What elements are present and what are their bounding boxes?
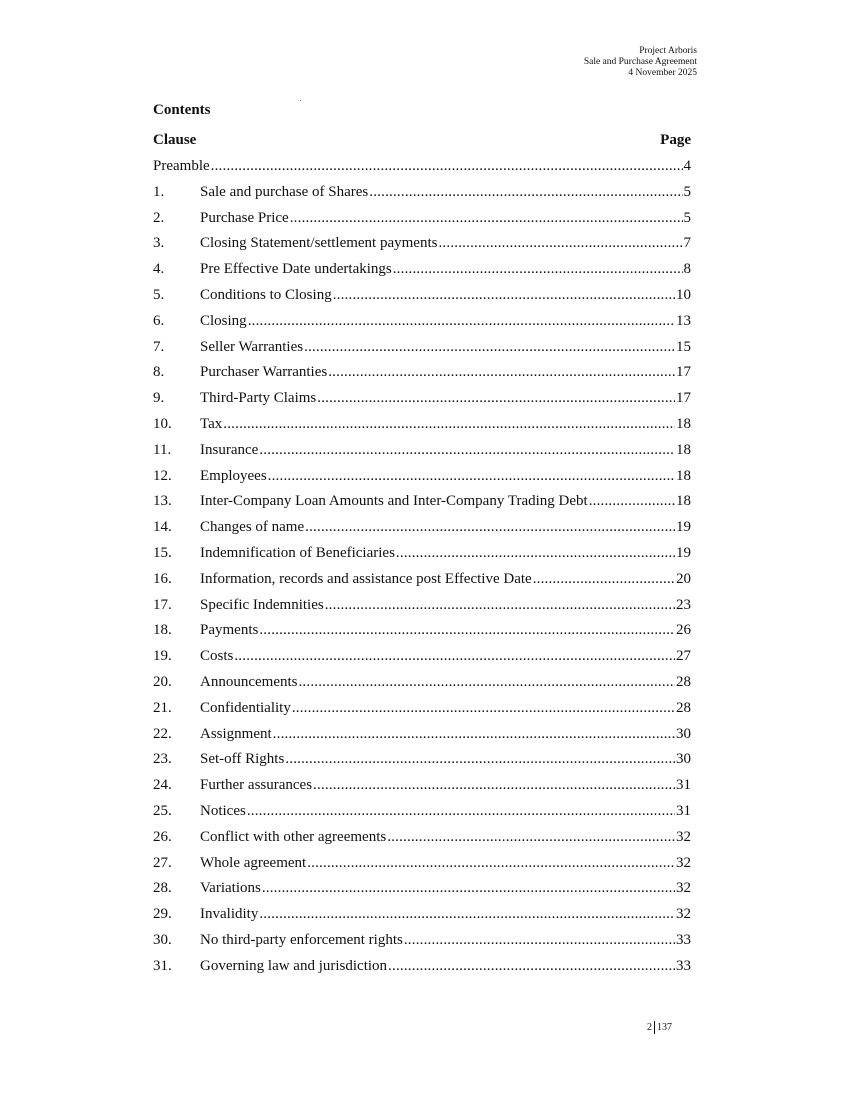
toc-entry-page: 30 bbox=[676, 751, 691, 768]
toc-entry[interactable] bbox=[153, 571, 691, 597]
toc-entry-number: 13. bbox=[153, 493, 172, 510]
toc-entry-number: 26. bbox=[153, 828, 172, 845]
toc-entry-number: 18. bbox=[153, 622, 172, 639]
dot-leader bbox=[298, 674, 675, 691]
page-separator bbox=[654, 1021, 655, 1034]
toc-entry-title: Inter-Company Loan Amounts and Inter-Company Trading Debt bbox=[200, 493, 588, 510]
toc-entry-page: 7 bbox=[683, 235, 691, 252]
toc-entry-page: 19 bbox=[676, 519, 691, 536]
toc-entry-title: Costs bbox=[200, 648, 234, 665]
toc-entry-title: Pre Effective Date undertakings bbox=[200, 261, 392, 278]
dot-leader bbox=[247, 803, 675, 820]
dot-leader bbox=[223, 416, 675, 433]
toc-entry-number: 9. bbox=[153, 390, 165, 407]
toc-entry-page: 17 bbox=[676, 390, 691, 407]
toc-entry-page: 18 bbox=[676, 441, 691, 458]
toc-entry-title: Specific Indemnities bbox=[200, 596, 324, 613]
toc-entry-number: 3. bbox=[153, 235, 165, 252]
toc-entry-page: 5 bbox=[683, 209, 691, 226]
toc-entry-number: 21. bbox=[153, 699, 172, 716]
dot-leader bbox=[328, 364, 675, 381]
dot-leader bbox=[387, 829, 675, 846]
dot-leader bbox=[285, 751, 675, 768]
table-of-contents bbox=[153, 158, 691, 984]
toc-entry-title: Assignment bbox=[200, 725, 272, 742]
toc-entry-title: Closing bbox=[200, 312, 247, 329]
toc-entry[interactable] bbox=[153, 184, 691, 210]
toc-entry-title: Tax bbox=[200, 415, 223, 432]
toc-entry[interactable] bbox=[153, 261, 691, 287]
toc-entry-page: 4 bbox=[683, 158, 691, 174]
toc-entry-page: 5 bbox=[683, 183, 691, 200]
toc-entry[interactable] bbox=[153, 442, 691, 468]
dot-leader bbox=[404, 932, 675, 949]
toc-entry-title: Set-off Rights bbox=[200, 751, 285, 768]
total-pages: 137 bbox=[657, 1022, 672, 1033]
document-header bbox=[584, 46, 697, 79]
toc-entry-title: Closing Statement/settlement payments bbox=[200, 235, 438, 252]
toc-entry-number: 24. bbox=[153, 777, 172, 794]
dot-leader bbox=[234, 648, 675, 665]
toc-entry-number: 17. bbox=[153, 596, 172, 613]
dot-leader bbox=[438, 235, 682, 252]
toc-entry-number: 15. bbox=[153, 544, 172, 561]
clause-column-heading: Clause bbox=[153, 132, 197, 148]
page-title: Contents bbox=[153, 102, 211, 118]
toc-entry[interactable] bbox=[153, 339, 691, 365]
dot-leader bbox=[589, 493, 675, 510]
dot-leader bbox=[259, 622, 675, 639]
current-page-number: 2 bbox=[647, 1022, 652, 1033]
toc-entry-title: Indemnification of Beneficiaries bbox=[200, 544, 395, 561]
toc-entry-title: Confidentiality bbox=[200, 699, 291, 716]
toc-entry[interactable] bbox=[153, 313, 691, 339]
dot-leader bbox=[393, 261, 683, 278]
toc-entry-page: 33 bbox=[676, 931, 691, 948]
toc-entry-title: Whole agreement bbox=[200, 854, 307, 871]
toc-entry[interactable] bbox=[153, 416, 691, 442]
dot-leader bbox=[388, 958, 675, 975]
toc-entry-page: 31 bbox=[676, 777, 691, 794]
toc-entry[interactable] bbox=[153, 906, 691, 932]
toc-entry-page: 30 bbox=[676, 725, 691, 742]
toc-entry-title: Conflict with other agreements bbox=[200, 828, 387, 845]
toc-entry-title: Variations bbox=[200, 880, 261, 897]
toc-entry-number: 14. bbox=[153, 519, 172, 536]
toc-entry-title: Invalidity bbox=[200, 906, 259, 923]
toc-entry[interactable] bbox=[153, 803, 691, 829]
toc-entry[interactable] bbox=[153, 726, 691, 752]
toc-entry[interactable] bbox=[153, 597, 691, 623]
toc-entry-number: 19. bbox=[153, 648, 172, 665]
dot-leader bbox=[248, 313, 675, 330]
toc-entry-page: 26 bbox=[676, 622, 691, 639]
toc-entry-title: No third-party enforcement rights bbox=[200, 931, 403, 948]
toc-entry[interactable] bbox=[153, 855, 691, 881]
toc-entry-page: 32 bbox=[676, 854, 691, 871]
project-name: Project Arboris bbox=[639, 46, 697, 56]
toc-entry-number: 30. bbox=[153, 931, 172, 948]
toc-entry-page: 17 bbox=[676, 364, 691, 381]
dot-leader bbox=[317, 390, 675, 407]
toc-entry-page: 8 bbox=[683, 261, 691, 278]
dot-leader bbox=[313, 777, 675, 794]
toc-entry-title: Sale and purchase of Shares bbox=[200, 183, 369, 200]
dot-leader bbox=[369, 184, 682, 201]
toc-entry-page: 32 bbox=[676, 828, 691, 845]
toc-entry[interactable] bbox=[153, 519, 691, 545]
toc-entry-title: Third-Party Claims bbox=[200, 390, 317, 407]
toc-entry[interactable] bbox=[153, 751, 691, 777]
toc-entry-title: Seller Warranties bbox=[200, 338, 304, 355]
toc-entry[interactable] bbox=[153, 287, 691, 313]
toc-entry-number: 11. bbox=[153, 441, 172, 458]
toc-entry-number: 10. bbox=[153, 415, 172, 432]
toc-entry-number: 31. bbox=[153, 957, 172, 974]
toc-entry[interactable] bbox=[153, 648, 691, 674]
page-footer bbox=[647, 1021, 672, 1034]
dot-leader bbox=[273, 726, 675, 743]
toc-entry-page: 19 bbox=[676, 544, 691, 561]
toc-entry-number: 8. bbox=[153, 364, 165, 381]
dot-leader bbox=[259, 442, 675, 459]
toc-entry-page: 32 bbox=[676, 880, 691, 897]
dot-leader bbox=[290, 210, 683, 227]
dot-leader bbox=[533, 571, 675, 588]
toc-entry[interactable] bbox=[153, 210, 691, 236]
toc-entry[interactable] bbox=[153, 777, 691, 803]
toc-entry-title: Preamble bbox=[153, 158, 210, 174]
dot-leader bbox=[304, 339, 675, 356]
toc-entry-number: 5. bbox=[153, 286, 165, 303]
dot-leader bbox=[292, 700, 675, 717]
toc-entry[interactable] bbox=[153, 390, 691, 416]
toc-entry-number: 6. bbox=[153, 312, 165, 329]
toc-entry[interactable] bbox=[153, 622, 691, 648]
toc-entry[interactable] bbox=[153, 700, 691, 726]
toc-entry[interactable] bbox=[153, 545, 691, 571]
dot-leader bbox=[211, 158, 683, 175]
dot-leader bbox=[305, 519, 675, 536]
toc-entry[interactable] bbox=[153, 880, 691, 906]
toc-entry[interactable] bbox=[153, 958, 691, 984]
toc-entry-title: Governing law and jurisdiction bbox=[200, 957, 388, 974]
toc-entry-number: 29. bbox=[153, 906, 172, 923]
toc-entry-title: Payments bbox=[200, 622, 259, 639]
stray-mark bbox=[300, 100, 301, 101]
toc-entry[interactable] bbox=[153, 674, 691, 700]
toc-entry-page: 33 bbox=[676, 957, 691, 974]
toc-entry-page: 20 bbox=[676, 570, 691, 587]
toc-entry-page: 13 bbox=[676, 312, 691, 329]
toc-entry-number: 28. bbox=[153, 880, 172, 897]
toc-entry-page: 18 bbox=[676, 493, 691, 510]
toc-entry-title: Purchase Price bbox=[200, 209, 289, 226]
toc-entry-number: 23. bbox=[153, 751, 172, 768]
toc-entry-number: 27. bbox=[153, 854, 172, 871]
toc-entry[interactable] bbox=[153, 235, 691, 261]
dot-leader bbox=[325, 597, 675, 614]
dot-leader bbox=[268, 468, 675, 485]
toc-entry-title: Further assurances bbox=[200, 777, 313, 794]
toc-entry-number: 1. bbox=[153, 183, 165, 200]
toc-entry-page: 15 bbox=[676, 338, 691, 355]
toc-entry-number: 25. bbox=[153, 802, 172, 819]
toc-entry-title: Conditions to Closing bbox=[200, 286, 332, 303]
toc-entry-number: 22. bbox=[153, 725, 172, 742]
toc-entry-title: Purchaser Warranties bbox=[200, 364, 328, 381]
toc-entry-page: 10 bbox=[676, 286, 691, 303]
dot-leader bbox=[259, 906, 675, 923]
toc-entry[interactable] bbox=[153, 158, 691, 184]
dot-leader bbox=[333, 287, 675, 304]
toc-column-headings bbox=[153, 132, 691, 149]
toc-entry-title: Announcements bbox=[200, 673, 298, 690]
toc-entry-title: Changes of name bbox=[200, 519, 305, 536]
toc-entry-page: 27 bbox=[676, 648, 691, 665]
toc-entry[interactable] bbox=[153, 932, 691, 958]
toc-entry-page: 28 bbox=[676, 673, 691, 690]
toc-entry[interactable] bbox=[153, 829, 691, 855]
document-name: Sale and Purchase Agreement bbox=[583, 57, 697, 67]
toc-entry-page: 32 bbox=[676, 906, 691, 923]
toc-entry-title: Employees bbox=[200, 467, 267, 484]
toc-entry-page: 18 bbox=[676, 415, 691, 432]
toc-entry-page: 28 bbox=[676, 699, 691, 716]
toc-entry[interactable] bbox=[153, 364, 691, 390]
toc-entry-title: Notices bbox=[200, 802, 246, 819]
toc-entry-number: 2. bbox=[153, 209, 165, 226]
dot-leader bbox=[396, 545, 675, 562]
toc-entry-number: 12. bbox=[153, 467, 172, 484]
toc-entry-title: Insurance bbox=[200, 441, 259, 458]
toc-entry[interactable] bbox=[153, 468, 691, 494]
document-date: 4 November 2025 bbox=[628, 68, 697, 78]
dot-leader bbox=[262, 880, 675, 897]
toc-entry-page: 18 bbox=[676, 467, 691, 484]
dot-leader bbox=[307, 855, 675, 872]
toc-entry-number: 4. bbox=[153, 261, 165, 278]
toc-entry-number: 16. bbox=[153, 570, 172, 587]
toc-entry-page: 31 bbox=[676, 802, 691, 819]
page-column-heading: Page bbox=[660, 132, 691, 148]
toc-entry-number: 7. bbox=[153, 338, 165, 355]
toc-entry-title: Information, records and assistance post Effective Date bbox=[200, 570, 532, 587]
toc-entry-number: 20. bbox=[153, 673, 172, 690]
toc-entry[interactable] bbox=[153, 493, 691, 519]
toc-entry-page: 23 bbox=[676, 596, 691, 613]
